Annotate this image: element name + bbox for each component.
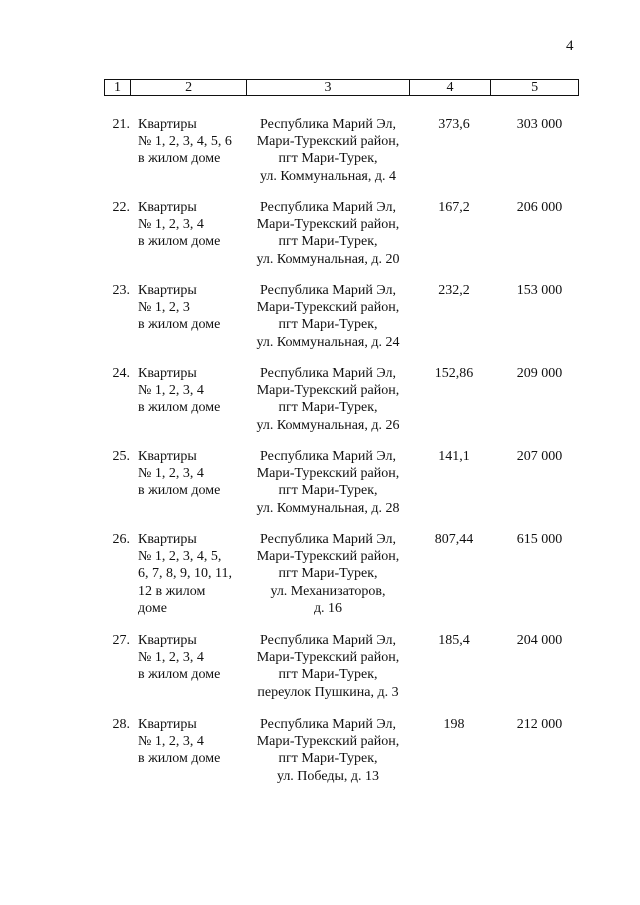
address-line: ул. Коммунальная, д. 20	[256, 251, 400, 267]
description-line: в жилом доме	[138, 400, 221, 416]
address-line: пгт Мари-Турек,	[278, 400, 378, 416]
row-area: 141,1	[438, 449, 470, 464]
row-description	[138, 199, 256, 251]
address-line: ул. Победы, д. 13	[276, 768, 380, 784]
row-address	[240, 632, 416, 701]
row-number: 22.	[112, 200, 130, 215]
row-number: 21.	[112, 117, 130, 132]
address-line: Мари-Турекский район,	[256, 300, 400, 316]
description-line: Квартиры	[138, 717, 197, 732]
row-description	[138, 531, 256, 617]
address-line: Мари-Турекский район,	[256, 134, 400, 150]
row-area: 152,86	[434, 366, 474, 381]
address-line: Мари-Турекский район,	[256, 734, 400, 750]
row-number: 25.	[112, 449, 130, 464]
row-area: 232,2	[438, 283, 470, 298]
header-col-5: 5	[531, 80, 539, 95]
description-line: Квартиры	[138, 633, 197, 648]
row-price: 303 000	[516, 117, 563, 132]
row-description	[138, 116, 256, 168]
row-price: 207 000	[516, 449, 563, 464]
row-description	[138, 716, 256, 768]
address-line: переулок Пушкина, д. 3	[257, 684, 399, 700]
row-description	[138, 448, 256, 500]
description-line: Квартиры	[138, 117, 197, 132]
address-line: Мари-Турекский район,	[256, 383, 400, 399]
description-line: Квартиры	[138, 449, 197, 464]
address-line: Мари-Турекский район,	[256, 549, 400, 565]
description-line: в жилом доме	[138, 317, 221, 333]
description-line: в жилом доме	[138, 483, 221, 499]
row-area: 167,2	[438, 200, 470, 215]
address-line: Республика Марий Эл,	[260, 200, 396, 215]
address-line: Мари-Турекский район,	[256, 650, 400, 666]
row-address	[240, 448, 416, 517]
address-line: Республика Марий Эл,	[260, 117, 396, 132]
row-address	[240, 282, 416, 351]
address-line: Республика Марий Эл,	[260, 366, 396, 381]
row-price: 206 000	[516, 200, 563, 215]
description-line: в жилом доме	[138, 234, 221, 250]
page-number: 4	[566, 38, 574, 54]
address-line: Республика Марий Эл,	[260, 283, 396, 298]
address-line: пгт Мари-Турек,	[278, 667, 378, 683]
description-line: № 1, 2, 3, 4	[138, 466, 204, 482]
row-number: 26.	[112, 532, 130, 547]
description-line: 12 в жилом	[138, 583, 206, 599]
address-line: Мари-Турекский район,	[256, 466, 400, 482]
address-line: пгт Мари-Турек,	[278, 234, 378, 250]
row-address	[240, 716, 416, 785]
description-line: № 1, 2, 3, 4, 5,	[138, 549, 222, 565]
description-line: в жилом доме	[138, 751, 221, 767]
description-line: № 1, 2, 3, 4	[138, 383, 204, 399]
table-header	[104, 79, 579, 96]
description-line: № 1, 2, 3	[138, 300, 190, 316]
description-line: 6, 7, 8, 9, 10, 11,	[138, 566, 232, 582]
row-address	[240, 365, 416, 434]
address-line: пгт Мари-Турек,	[278, 317, 378, 333]
row-number: 27.	[112, 633, 130, 648]
description-line: доме	[138, 600, 167, 616]
row-description	[138, 282, 256, 334]
header-col-3: 3	[247, 80, 409, 95]
address-line: Республика Марий Эл,	[260, 449, 396, 464]
address-line: Республика Марий Эл,	[260, 717, 396, 732]
address-line: ул. Коммунальная, д. 26	[256, 417, 400, 433]
row-price: 212 000	[516, 717, 563, 732]
address-line: ул. Коммунальная, д. 28	[256, 500, 400, 516]
description-line: № 1, 2, 3, 4	[138, 650, 204, 666]
row-description	[138, 365, 256, 417]
address-line: Мари-Турекский район,	[256, 217, 400, 233]
address-line: ул. Коммунальная, д. 24	[256, 334, 400, 350]
row-description	[138, 632, 256, 684]
row-price: 615 000	[516, 532, 563, 547]
row-price: 153 000	[516, 283, 563, 298]
description-line: Квартиры	[138, 532, 197, 547]
address-line: ул. Коммунальная, д. 4	[260, 168, 396, 184]
row-area: 185,4	[438, 633, 470, 648]
address-line: ул. Механизаторов,	[270, 583, 386, 599]
row-number: 28.	[112, 717, 130, 732]
row-address	[240, 531, 416, 617]
header-col-2: 2	[131, 80, 248, 95]
row-area: 373,6	[438, 117, 470, 132]
description-line: № 1, 2, 3, 4, 5, 6	[138, 134, 232, 150]
address-line: пгт Мари-Турек,	[278, 751, 378, 767]
address-line: пгт Мари-Турек,	[278, 483, 378, 499]
row-number: 24.	[112, 366, 130, 381]
address-line: пгт Мари-Турек,	[278, 151, 378, 167]
address-line: д. 16	[313, 600, 343, 616]
description-line: Квартиры	[138, 283, 197, 298]
header-col-1: 1	[105, 80, 131, 95]
row-price: 204 000	[516, 633, 563, 648]
description-line: Квартиры	[138, 366, 197, 381]
description-line: Квартиры	[138, 200, 197, 215]
address-line: Республика Марий Эл,	[260, 633, 396, 648]
address-line: пгт Мари-Турек,	[278, 566, 378, 582]
description-line: в жилом доме	[138, 151, 221, 167]
header-col-4: 4	[410, 80, 492, 95]
description-line: № 1, 2, 3, 4	[138, 734, 204, 750]
row-number: 23.	[112, 283, 130, 298]
row-price: 209 000	[516, 366, 563, 381]
row-address	[240, 199, 416, 268]
description-line: № 1, 2, 3, 4	[138, 217, 204, 233]
address-line: Республика Марий Эл,	[260, 532, 396, 547]
row-area: 198	[443, 717, 465, 732]
row-address	[240, 116, 416, 185]
description-line: в жилом доме	[138, 667, 221, 683]
row-area: 807,44	[434, 532, 474, 547]
